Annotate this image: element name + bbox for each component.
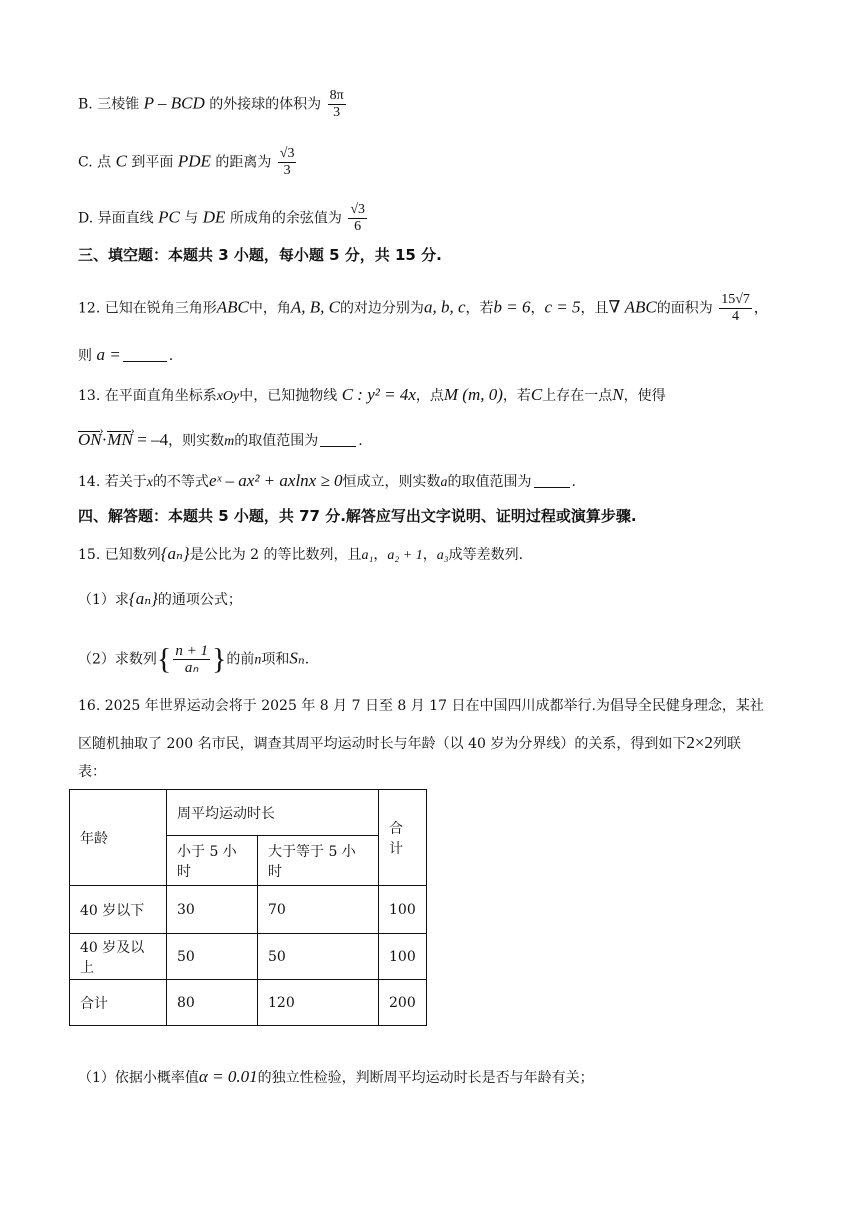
q12-text-a: 12. 已知在锐角三角形 <box>78 300 217 317</box>
q16-p1-text: （1）依据小概率值 <box>78 1070 199 1086</box>
question-16-part1 <box>78 1067 594 1088</box>
option-b-fraction <box>328 88 346 121</box>
q15-text-i: 成等差数列. <box>448 547 524 563</box>
question-16-line3: 表： <box>78 764 106 780</box>
q13-vector-on: ON › <box>78 430 102 450</box>
question-15 <box>78 544 523 566</box>
header-weekly-time: 周平均运动时长 <box>167 790 379 836</box>
option-c <box>78 146 298 179</box>
q15-text-a: 15. 已知数列 <box>78 547 161 563</box>
cell-ge5: 70 <box>258 886 379 934</box>
option-c-fraction <box>278 146 297 179</box>
option-d <box>78 202 369 235</box>
q15-text-g: ， <box>422 547 437 563</box>
q14-text-c: 的不等式 <box>152 474 209 490</box>
right-brace-icon: } <box>211 642 227 676</box>
header-age: 年龄 <box>70 790 167 886</box>
option-c-text: C. 点 <box>78 154 112 171</box>
q15-p1-text2: 的通项公式； <box>157 592 242 608</box>
q15-p2-text3: 项和 <box>261 651 290 668</box>
contingency-table <box>69 789 427 1026</box>
option-c-text1: 到平面 <box>131 154 174 171</box>
question-12 <box>78 292 768 325</box>
q13-vector-mn: MN › <box>107 430 133 450</box>
option-b <box>78 88 348 121</box>
option-c-den: 3 <box>283 163 291 178</box>
option-d-math2: DE <box>202 207 226 227</box>
q16-line2-end: 列联 <box>712 736 741 752</box>
q15-text-c: 是公比为 2 的等比数列，且 <box>189 547 362 563</box>
question-12-line2 <box>78 345 173 366</box>
option-d-fraction <box>348 202 367 235</box>
q12-text-c: 中，角 <box>248 300 291 317</box>
question-13-line2 <box>78 430 363 452</box>
q14-answer-blank[interactable] <box>534 487 570 488</box>
q14-math-d: eˣ – ax² + axlnx ≥ 0 <box>208 471 343 490</box>
q12-math-f: a, b, c <box>423 297 466 317</box>
q12-area-fraction <box>719 292 752 325</box>
q15-p2-text: （2）求数列 <box>78 651 157 668</box>
section-4-heading: 四、解答题：本题共 5 小题，共 77 分.解答应写出文字说明、证明过程或演算步骤. <box>78 507 637 525</box>
question-14 <box>78 471 576 493</box>
q15-math-b: {aₙ} <box>160 544 190 563</box>
question-16-line2 <box>78 733 741 754</box>
option-c-num: √3 <box>279 146 295 161</box>
q12-text-g: ，若 <box>465 300 494 317</box>
q16-line2-math: 2×2 <box>686 733 713 752</box>
q15-p1-text: （1）求 <box>78 592 129 608</box>
q15-p2-sn: Sₙ <box>289 648 305 668</box>
q13-line2-m: m <box>224 434 235 449</box>
q16-p1-math: α = 0.01 <box>198 1067 258 1086</box>
q13-text-g: ，若 <box>502 388 531 404</box>
q13-math-f: M (m, 0) <box>443 385 503 404</box>
question-15-part1 <box>78 589 242 610</box>
q14-math-b: x <box>146 475 153 490</box>
q15-p2-den: aₙ <box>184 660 199 676</box>
row-label: 40 岁以下 <box>70 886 167 934</box>
q12-line2-math: a = <box>96 345 121 364</box>
header-lt5: 小于 5 小时 <box>167 836 258 886</box>
table-row <box>70 886 427 934</box>
option-c-text2: 的距离为 <box>215 154 272 171</box>
option-d-num: √3 <box>350 202 365 217</box>
section-3-heading: 三、填空题：本题共 3 小题，每小题 5 分，共 15 分. <box>78 246 442 264</box>
cell-total: 100 <box>379 934 427 980</box>
q12-math-d: A, B, C <box>290 297 340 317</box>
q14-end: . <box>571 474 576 490</box>
q12-num: 15√7 <box>721 292 750 307</box>
option-d-math1: PC <box>158 207 180 227</box>
q14-text-g: 的取值范围为 <box>447 474 532 490</box>
q13-text-c: 中，已知抛物线 <box>239 388 338 404</box>
q14-math-f: a <box>440 475 448 490</box>
option-d-text2: 所成角的余弦值为 <box>229 210 342 227</box>
question-13 <box>78 385 666 407</box>
q12-text-i: ， <box>530 300 545 317</box>
header-ge5: 大于等于 5 小时 <box>258 836 379 886</box>
q12-line2-end: . <box>168 348 174 364</box>
q13-math-d: C : y² = 4x <box>341 385 416 404</box>
q14-text-e: 恒成立，则实数 <box>342 474 441 490</box>
q13-text-i: 上存在一点 <box>542 388 613 404</box>
q15-p2-n: n <box>254 652 262 668</box>
row-label: 合计 <box>70 980 167 1026</box>
option-d-text1: 与 <box>184 210 199 227</box>
q12-math-l: ∇ ABC <box>608 297 657 317</box>
q13-line2-end: . <box>358 433 363 449</box>
q15-math-d: a₁ <box>361 548 374 563</box>
q13-text-a: 13. 在平面直角坐标系 <box>78 388 217 404</box>
cell-lt5: 80 <box>167 980 258 1026</box>
question-15-part2 <box>78 643 309 676</box>
q13-text-k: ，使得 <box>623 388 666 404</box>
option-b-text2: 的外接球的体积为 <box>209 96 322 113</box>
option-b-num: 8π <box>329 88 344 103</box>
q15-math-f: a₂ + 1 <box>387 548 423 563</box>
q13-math-h: C <box>530 385 543 404</box>
row-label: 40 岁及以上 <box>70 934 167 980</box>
q12-answer-blank[interactable] <box>123 361 167 362</box>
cell-lt5: 50 <box>167 934 258 980</box>
option-d-text: D. 异面直线 <box>78 210 154 227</box>
q13-line2-text2: 的取值范围为 <box>234 433 319 449</box>
cell-ge5: 120 <box>258 980 379 1026</box>
q12-text-k: ，且 <box>580 300 609 317</box>
option-c-math1: C <box>115 151 127 171</box>
q15-p1-math: {aₙ} <box>128 589 158 608</box>
q15-p2-num: n + 1 <box>175 643 208 659</box>
option-b-math: P – BCD <box>143 93 205 113</box>
q12-math-h: b = 6 <box>493 297 531 317</box>
q12-den: 4 <box>732 309 740 324</box>
q12-math-b: ABC <box>216 297 249 317</box>
q13-eq: = –4 <box>137 430 169 449</box>
option-b-den: 3 <box>333 105 341 120</box>
cell-ge5: 50 <box>258 934 379 980</box>
q12-math-j: c = 5 <box>544 297 581 317</box>
q14-text-a: 14. 若关于 <box>78 474 147 490</box>
q12-text-m: 的面积为 <box>656 300 713 317</box>
q13-line2-text: ，则实数 <box>168 433 225 449</box>
table-row <box>70 934 427 980</box>
q13-answer-blank[interactable] <box>320 446 356 447</box>
q15-math-h: a₃ <box>436 548 449 563</box>
left-brace-icon: { <box>156 642 172 676</box>
question-16-line1: 16. 2025 年世界运动会将于 2025 年 8 月 7 日至 8 月 17 日在中国四川成都举行.为倡导全民健身理念，某社 <box>78 698 764 714</box>
table-row <box>70 980 427 1026</box>
cell-total: 200 <box>379 980 427 1026</box>
option-b-text: B. 三棱锥 <box>78 96 140 113</box>
q13-text-e: ，点 <box>415 388 444 404</box>
q16-p1-text2: 的独立性检验，判断周平均运动时长是否与年龄有关； <box>257 1070 594 1086</box>
q13-math-j: N <box>612 385 624 404</box>
q15-p2-end: . <box>304 651 310 668</box>
q13-dot: · <box>101 430 108 449</box>
q15-p2-fraction <box>173 643 210 676</box>
q15-p2-text2: 的前 <box>226 651 255 668</box>
option-d-den: 6 <box>354 219 362 234</box>
q13-math-b: xOy <box>216 389 240 404</box>
option-c-math2: PDE <box>177 151 211 171</box>
q16-line2-text: 区随机抽取了 200 名市民，调查其周平均运动时长与年龄（以 40 岁为分界线）的关系，得到如下 <box>78 736 687 752</box>
q12-text-e: 的对边分别为 <box>339 300 424 317</box>
cell-total: 100 <box>379 886 427 934</box>
q12-line2-text: 则 <box>78 348 92 364</box>
q15-text-e: ， <box>373 547 388 563</box>
q12-text-n: ， <box>753 300 768 317</box>
header-total: 合计 <box>379 790 427 886</box>
cell-lt5: 30 <box>167 886 258 934</box>
